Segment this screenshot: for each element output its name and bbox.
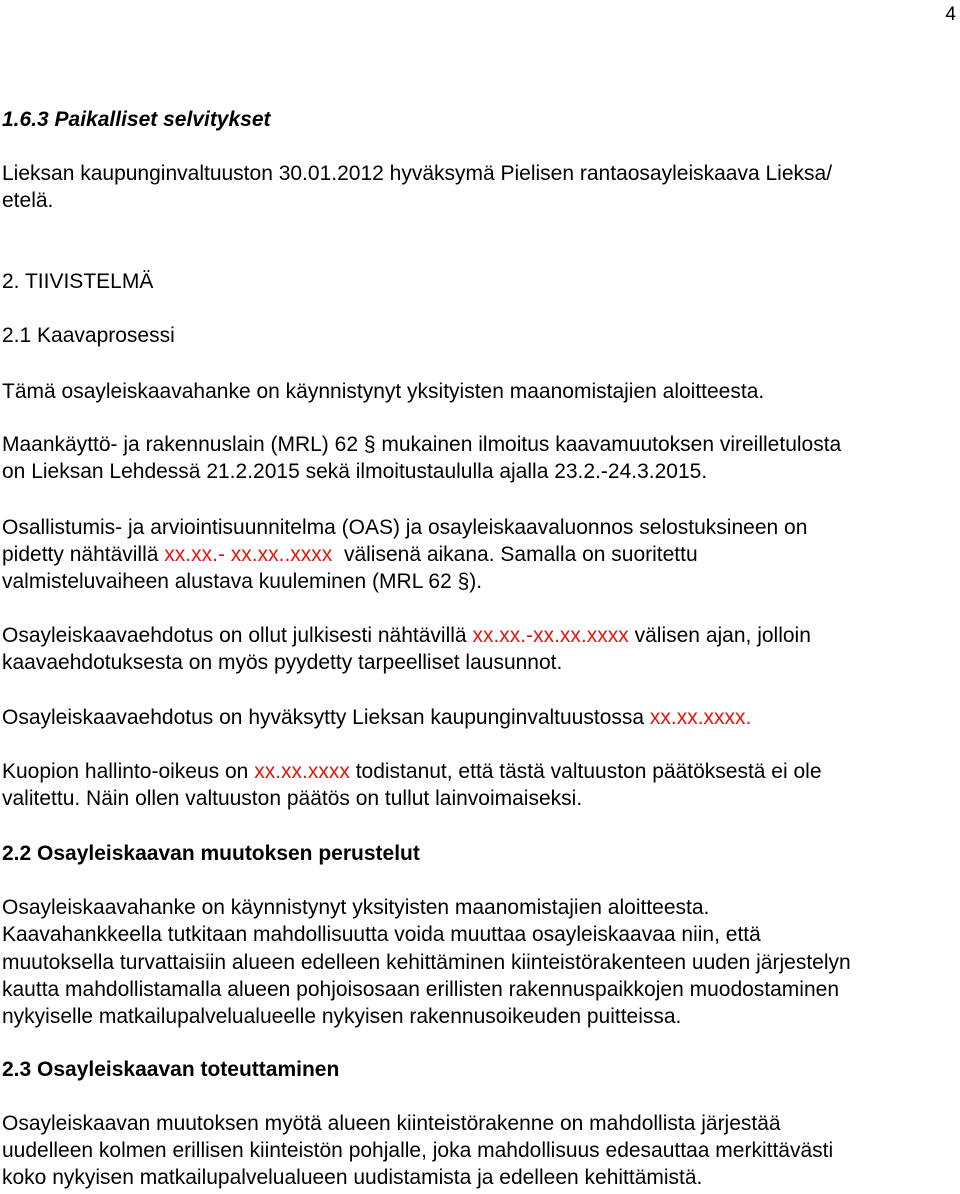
section-heading-2-1: 2.1 Kaavaprosessi bbox=[2, 324, 175, 347]
body-line: Lieksan kaupunginvaltuuston 30.01.2012 hyväksymä Pielisen rantaosayleiskaava Lieksa/ bbox=[2, 162, 833, 185]
text-fragment: Kuopion hallinto-oikeus on bbox=[2, 760, 255, 783]
body-line: etelä. bbox=[2, 189, 54, 212]
text-fragment: Osayleiskaavaehdotus on ollut julkisesti nähtävillä bbox=[2, 624, 473, 647]
section-heading-2-3: 2.3 Osayleiskaavan toteuttaminen bbox=[2, 1058, 340, 1081]
body-line: valitettu. Näin ollen valtuuston päätös on tullut lainvoimaiseksi. bbox=[2, 787, 583, 810]
body-line: Kaavahankkeella tutkitaan mahdollisuutta voida muuttaa osayleiskaavaa niin, että bbox=[2, 923, 761, 946]
text-fragment: pidetty nähtävillä bbox=[2, 543, 165, 566]
body-line: kautta mahdollistamalla alueen pohjoisosaan erillisten rakennuspaikkojen muodostaminen bbox=[2, 978, 840, 1001]
text-fragment: . bbox=[745, 706, 752, 729]
body-line: kaavaehdotuksesta on myös pyydetty tarpeelliset lausunnot. bbox=[2, 651, 563, 674]
body-line: valmisteluvaiheen alustava kuuleminen (MRL 62 §). bbox=[2, 570, 483, 593]
placeholder-date: xx.xx.- xx.xx..xxxx bbox=[164, 543, 333, 566]
placeholder-date: xx.xx.-xx.xx.xxxx bbox=[472, 624, 629, 647]
text-fragment: välisen ajan, jolloin bbox=[628, 624, 811, 647]
page-number: 4 bbox=[945, 4, 956, 25]
body-line: Osallistumis- ja arviointisuunnitelma (OAS) ja osayleiskaavaluonnos selostuksineen on bbox=[2, 516, 808, 539]
body-line: on Lieksan Lehdessä 21.2.2015 sekä ilmoitustaululla ajalla 23.2.-24.3.2015. bbox=[2, 460, 708, 483]
body-line: Maankäyttö- ja rakennuslain (MRL) 62 § mukainen ilmoitus kaavamuutoksen vireilletulosta bbox=[2, 433, 842, 456]
section-heading-2-2: 2.2 Osayleiskaavan muutoksen perustelut bbox=[2, 842, 420, 865]
body-line: muutoksella turvattaisiin alueen edelleen kehittäminen kiinteistörakenteen uuden järjestelyn bbox=[2, 951, 851, 974]
body-line: Tämä osayleiskaavahanke on käynnistynyt yksityisten maanomistajien aloitteesta. bbox=[2, 380, 765, 403]
text-fragment: välisenä aikana. Samalla on suoritettu bbox=[332, 543, 698, 566]
text-fragment: Osayleiskaavaehdotus on hyväksytty Lieksan kaupunginvaltuustossa bbox=[2, 706, 650, 729]
body-line bbox=[2, 704, 751, 731]
body-line: koko nykyisen matkailupalvelualueen uudistamista ja edelleen kehittämistä. bbox=[2, 1166, 703, 1189]
body-line: Osayleiskaavan muutoksen myötä alueen kiinteistörakenne on mahdollista järjestää bbox=[2, 1112, 781, 1135]
body-line: uudelleen kolmen erillisen kiinteistön pohjalle, joka mahdollisuus edesauttaa merkittävästi bbox=[2, 1139, 834, 1162]
placeholder-date: xx.xx.xxxx bbox=[649, 706, 746, 729]
body-line: Osayleiskaavahanke on käynnistynyt yksityisten maanomistajien aloitteesta. bbox=[2, 896, 710, 919]
body-line: nykyiselle matkailupalvelualueelle nykyisen rakennusoikeuden puitteissa. bbox=[2, 1005, 682, 1028]
chapter-heading-2: 2. TIIVISTELMÄ bbox=[2, 270, 154, 293]
body-line bbox=[2, 541, 698, 568]
body-line bbox=[2, 622, 811, 649]
section-heading-1-6-3: 1.6.3 Paikalliset selvitykset bbox=[2, 108, 271, 131]
body-line bbox=[2, 758, 822, 785]
text-fragment: todistanut, että tästä valtuuston päätöksestä ei ole bbox=[349, 760, 822, 783]
placeholder-date: xx.xx.xxxx bbox=[254, 760, 350, 783]
